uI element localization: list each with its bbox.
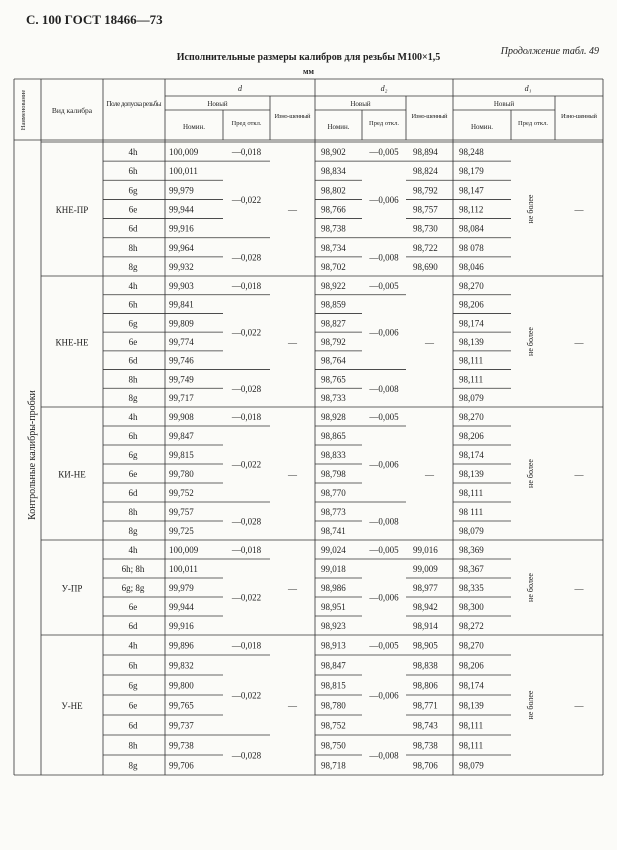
d1-nominal-cell: 98,174 [459, 680, 484, 691]
d-nominal-cell: 99,908 [169, 412, 194, 422]
group-label: Контрольные калибры-пробки [27, 390, 38, 520]
d1-worn-dash: — [574, 469, 584, 480]
d2-nominal-cell: 98,827 [321, 318, 346, 329]
d2-deviation-cell: —0,008 [369, 750, 399, 761]
d2-deviation-cell: —0,006 [369, 592, 399, 603]
d1-nominal-cell: 98,206 [459, 431, 484, 441]
d-nominal-cell: 99,706 [169, 760, 194, 771]
d2-nominal-cell: 98,765 [321, 374, 346, 385]
d-nominal-cell: 99,780 [169, 469, 194, 479]
d2-deviation-cell: —0,005 [369, 412, 399, 422]
d1-nominal-cell: 98,174 [459, 450, 484, 460]
header-tolerance: Поле допуска резьбы [106, 100, 162, 108]
d2-worn-cell: 98,894 [413, 147, 438, 158]
tolerance-cell: 6h [128, 166, 138, 177]
d1-nominal-cell: 98,174 [459, 318, 484, 329]
tolerance-cell: 6h [128, 299, 138, 310]
tolerance-cell: 6h; 8h [121, 564, 145, 574]
d2-nominal-cell: 98,733 [321, 393, 346, 404]
d2-deviation-cell: —0,006 [369, 690, 399, 701]
d2-nominal-cell: 98,773 [321, 507, 346, 517]
d2-nominal-cell: 98,865 [321, 431, 346, 441]
d2-worn-cell: 99,016 [413, 545, 438, 555]
d1-nominal-cell: 98,206 [459, 299, 484, 310]
d1-nominal-cell: 98,147 [459, 185, 484, 196]
d1-nominal-cell: 98,111 [459, 374, 484, 385]
d2-deviation-cell: —0,005 [369, 640, 399, 651]
d2-nominal-cell: 98,928 [321, 412, 346, 422]
d-nominal-cell: 99,964 [169, 242, 194, 253]
d2-worn-cell: 98,914 [413, 621, 438, 631]
d2-worn-cell: 98,824 [413, 166, 438, 177]
d2-nominal-cell: 98,780 [321, 700, 346, 711]
d-deviation-cell: —0,022 [231, 690, 262, 701]
d-nominal-cell: 100,009 [169, 545, 199, 555]
d1-worn-dash: — [574, 337, 584, 348]
d1-worn-dash: — [574, 701, 584, 711]
d2-nominal-cell: 98,738 [321, 223, 346, 234]
tolerance-cell: 8g [128, 760, 138, 771]
d2-nominal-cell: 98,922 [321, 280, 346, 291]
d1-nominal-cell: 98,111 [459, 720, 484, 731]
header-d1: d₁ [524, 84, 532, 93]
d-nominal-cell: 99,944 [169, 602, 194, 612]
d-deviation-cell: —0,022 [231, 459, 262, 470]
d1-nominal-cell: 98,139 [459, 337, 484, 347]
d1-nominal-cell: 98,206 [459, 660, 484, 671]
d2-nominal-cell: 98,847 [321, 660, 346, 671]
d2-worn-cell: 98,730 [413, 223, 438, 234]
d2-worn-cell: 98,792 [413, 185, 438, 196]
calibre-type-label: КНЕ-ПР [55, 205, 89, 215]
table-units: мм [303, 67, 314, 76]
d2-nominal-cell: 98,834 [321, 166, 346, 177]
d2-worn-cell: 98,806 [413, 680, 438, 691]
d2-worn-cell: 98,722 [413, 242, 438, 253]
d2-nominal-cell: 98,792 [321, 337, 346, 347]
d2-worn-cell: 98,838 [413, 660, 438, 671]
d2-nominal-cell: 98,913 [321, 640, 346, 651]
header-new: Новый [207, 100, 228, 108]
d-nominal-cell: 99,832 [169, 660, 194, 671]
d1-worn-dash: — [574, 583, 584, 594]
header-worn: Изно-шенный [411, 113, 448, 120]
d2-deviation-cell: —0,008 [369, 252, 399, 263]
tolerance-cell: 8h [128, 507, 138, 517]
d-deviation-cell: —0,018 [231, 147, 262, 158]
d1-nominal-cell: 98,179 [459, 166, 484, 177]
tolerance-cell: 6d [128, 488, 138, 498]
tolerance-cell: 6g; 8g [121, 583, 145, 593]
tolerance-cell: 4h [128, 147, 138, 158]
tolerance-cell: 6d [128, 355, 138, 366]
tolerance-cell: 4h [128, 545, 138, 555]
continuation-note: Продолжение табл. 49 [500, 46, 599, 57]
d-nominal-cell: 99,725 [169, 526, 194, 536]
tolerance-cell: 6d [128, 621, 138, 631]
calibre-type-label: У-ПР [61, 583, 83, 594]
d-nominal-cell: 99,765 [169, 700, 194, 711]
d2-nominal-cell: 98,923 [321, 621, 346, 631]
d2-nominal-cell: 98,951 [321, 602, 346, 612]
d1-nominal-cell: 98,111 [459, 488, 484, 498]
d1-nominal-cell: 98 111 [459, 507, 484, 517]
d1-nominal-cell: 98,369 [459, 545, 484, 555]
d2-nominal-cell: 98,798 [321, 469, 346, 479]
d1-nominal-cell: 98,248 [459, 147, 484, 158]
tolerance-cell: 4h [128, 640, 138, 651]
d2-nominal-cell: 98,902 [321, 147, 346, 158]
tolerance-cell: 6d [128, 223, 138, 234]
tolerance-cell: 6e [128, 204, 138, 215]
d2-worn-cell: 99,009 [413, 564, 438, 574]
d-nominal-cell: 100,011 [169, 166, 198, 177]
tolerance-cell: 6e [128, 700, 138, 711]
d2-worn-cell: 98,706 [413, 760, 438, 771]
d-nominal-cell: 100,009 [169, 147, 199, 158]
d-nominal-cell: 99,757 [169, 507, 194, 517]
d1-deviation-note: не более [526, 194, 535, 224]
tolerance-cell: 6h [128, 431, 138, 441]
d-nominal-cell: 99,903 [169, 280, 194, 291]
calibre-type-label: КИ-НЕ [58, 469, 86, 480]
header-name: Наименование [20, 89, 27, 131]
d2-deviation-cell: —0,006 [369, 327, 399, 338]
tolerance-cell: 6g [128, 185, 138, 196]
d1-nominal-cell: 98,139 [459, 700, 484, 711]
tolerance-cell: 6e [128, 469, 138, 479]
header-d: d [238, 84, 242, 93]
header-type: Вид калибра [51, 106, 93, 115]
d2-nominal-cell: 98,986 [321, 583, 346, 593]
d-worn-dash: — [288, 205, 297, 215]
d1-nominal-cell: 98,079 [459, 760, 484, 771]
d-worn-dash: — [288, 337, 297, 348]
header-nominal: Номин. [470, 123, 494, 131]
d2-nominal-cell: 98,815 [321, 680, 346, 691]
d1-nominal-cell: 98,270 [459, 412, 484, 422]
d2-nominal-cell: 98,764 [321, 355, 346, 366]
tolerance-cell: 6g [128, 680, 138, 691]
tolerance-cell: 6d [128, 720, 138, 731]
d-nominal-cell: 99,752 [169, 488, 194, 498]
d-nominal-cell: 99,944 [169, 204, 194, 215]
d-nominal-cell: 99,738 [169, 740, 194, 751]
d1-nominal-cell: 98,335 [459, 583, 484, 593]
d2-nominal-cell: 98,702 [321, 261, 346, 272]
d-nominal-cell: 99,815 [169, 450, 194, 460]
d2-nominal-cell: 98,752 [321, 720, 346, 731]
d-nominal-cell: 100,011 [169, 564, 198, 574]
tolerance-cell: 8h [128, 740, 138, 751]
d1-nominal-cell: 98 078 [459, 242, 484, 253]
d2-deviation-cell: —0,005 [369, 147, 399, 158]
d-nominal-cell: 99,916 [169, 223, 194, 234]
d1-nominal-cell: 98,272 [459, 621, 484, 631]
d2-nominal-cell: 98,833 [321, 450, 346, 460]
d2-worn-cell: 98,690 [413, 261, 438, 272]
d2-deviation-cell: —0,006 [369, 194, 399, 205]
d2-nominal-cell: 98,802 [321, 185, 346, 196]
calibre-type-label: КНЕ-НЕ [55, 337, 89, 348]
header-worn: Изно-шенный [274, 113, 311, 120]
d-nominal-cell: 99,841 [169, 299, 194, 310]
tolerance-cell: 8g [128, 526, 138, 536]
d2-nominal-cell: 98,718 [321, 760, 346, 771]
d2-nominal-cell: 98,741 [321, 526, 346, 536]
tolerance-cell: 6g [128, 450, 138, 460]
d2-worn-dash: — [425, 469, 434, 480]
header-d2: d₂ [380, 84, 388, 93]
tolerance-cell: 8g [128, 261, 138, 272]
header-deviation: Пред откл. [231, 120, 262, 127]
d1-deviation-note: не более [526, 459, 535, 488]
d-nominal-cell: 99,979 [169, 583, 194, 593]
d-nominal-cell: 99,774 [169, 337, 194, 347]
d1-nominal-cell: 98,270 [459, 280, 484, 291]
d-deviation-cell: —0,018 [231, 545, 262, 555]
d-worn-dash: — [288, 701, 297, 711]
d2-deviation-cell: —0,008 [369, 383, 399, 394]
d-deviation-cell: —0,018 [231, 640, 262, 651]
d-deviation-cell: —0,022 [231, 592, 262, 603]
header-deviation: Пред откл. [518, 120, 548, 127]
tolerance-cell: 8g [128, 393, 138, 404]
header-nominal: Номин. [327, 123, 350, 131]
d2-deviation-cell: —0,005 [369, 280, 399, 291]
d1-nominal-cell: 98,046 [459, 261, 484, 272]
d1-nominal-cell: 98,084 [459, 223, 484, 234]
tolerance-cell: 6h [128, 660, 138, 671]
d2-nominal-cell: 98,734 [321, 242, 346, 253]
d-nominal-cell: 99,749 [169, 374, 194, 385]
d-nominal-cell: 99,800 [169, 680, 194, 691]
header-new: Новый [350, 100, 371, 108]
d1-nominal-cell: 98,300 [459, 602, 484, 612]
d2-deviation-cell: —0,006 [369, 459, 399, 470]
d2-nominal-cell: 98,770 [321, 488, 346, 498]
table-title: Исполнительные размеры калибров для резьбы М100×1,5 [176, 52, 441, 63]
d2-nominal-cell: 98,859 [321, 299, 346, 310]
d-deviation-cell: —0,028 [231, 750, 262, 761]
d-nominal-cell: 99,847 [169, 431, 194, 441]
d1-nominal-cell: 98,367 [459, 564, 484, 574]
header-deviation: Пред откл. [369, 120, 399, 127]
header-nominal: Номин. [182, 123, 206, 131]
d2-worn-cell: 98,743 [413, 720, 438, 731]
d1-deviation-note: не более [526, 573, 535, 602]
d-worn-dash: — [288, 583, 297, 594]
tolerance-cell: 4h [128, 412, 138, 422]
d-deviation-cell: —0,018 [231, 280, 262, 291]
d1-nominal-cell: 98,139 [459, 469, 484, 479]
d1-nominal-cell: 98,270 [459, 640, 484, 651]
d-deviation-cell: —0,028 [231, 252, 262, 263]
header-worn: Изно-шенный [561, 113, 597, 120]
d1-nominal-cell: 98,111 [459, 740, 484, 751]
tolerance-cell: 8h [128, 374, 138, 385]
d-nominal-cell: 99,809 [169, 318, 194, 329]
calibre-type-label: У-НЕ [61, 701, 83, 711]
d-nominal-cell: 99,979 [169, 185, 194, 196]
d-nominal-cell: 99,746 [169, 355, 194, 366]
d2-deviation-cell: —0,005 [369, 545, 399, 555]
d-worn-dash: — [288, 469, 297, 480]
tolerance-cell: 6e [128, 337, 138, 347]
d2-worn-cell: 98,942 [413, 602, 438, 612]
tolerance-cell: 4h [128, 280, 138, 291]
d1-nominal-cell: 98,079 [459, 393, 484, 404]
d-nominal-cell: 99,717 [169, 393, 194, 404]
d2-deviation-cell: —0,008 [369, 516, 399, 527]
tolerance-cell: 6g [128, 318, 138, 329]
page-header: С. 100 ГОСТ 18466—73 [26, 12, 163, 27]
d1-nominal-cell: 98,111 [459, 355, 484, 366]
d2-worn-cell: 98,757 [413, 204, 438, 215]
d1-deviation-note: не более [526, 327, 535, 356]
d1-deviation-note: не более [526, 690, 535, 720]
d-deviation-cell: —0,018 [231, 412, 262, 422]
d1-nominal-cell: 98,079 [459, 526, 484, 536]
d-deviation-cell: —0,028 [231, 516, 262, 527]
d2-nominal-cell: 98,766 [321, 204, 346, 215]
d2-worn-cell: 98,771 [413, 700, 438, 711]
d-nominal-cell: 99,932 [169, 261, 194, 272]
d-deviation-cell: —0,028 [231, 383, 262, 394]
d2-nominal-cell: 99,024 [321, 545, 346, 555]
d-nominal-cell: 99,737 [169, 720, 194, 731]
d-deviation-cell: —0,022 [231, 194, 262, 205]
d2-worn-cell: 98,905 [413, 640, 438, 651]
d1-nominal-cell: 98,112 [459, 204, 484, 215]
d2-nominal-cell: 99,018 [321, 564, 346, 574]
d2-worn-cell: 98,738 [413, 740, 438, 751]
tolerance-cell: 8h [128, 242, 138, 253]
d-deviation-cell: —0,022 [231, 327, 262, 338]
d1-worn-dash: — [574, 205, 584, 215]
d-nominal-cell: 99,896 [169, 640, 194, 651]
d-nominal-cell: 99,916 [169, 621, 194, 631]
header-new: Новый [493, 100, 515, 108]
d2-nominal-cell: 98,750 [321, 740, 346, 751]
d2-worn-dash: — [425, 337, 434, 348]
d2-worn-cell: 98,977 [413, 583, 438, 593]
tolerance-cell: 6e [128, 602, 138, 612]
